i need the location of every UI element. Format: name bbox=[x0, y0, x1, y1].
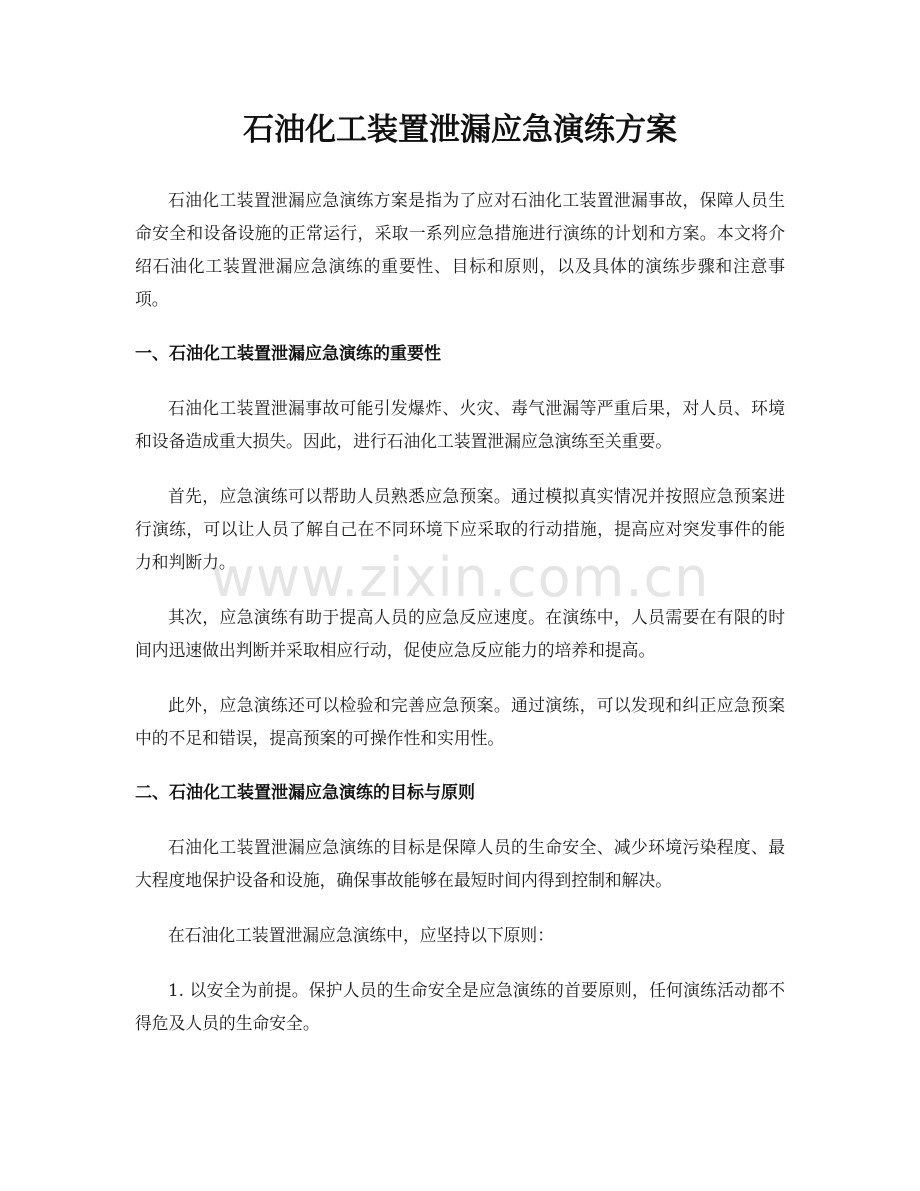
section-2-heading: 二、石油化工装置泄漏应急演练的目标与原则 bbox=[135, 783, 475, 803]
document-body bbox=[135, 184, 785, 1062]
section-1-paragraph-3: 其次，应急演练有助于提高人员的应急反应速度。在演练中，人员需要在有限的时间内迅速做出判断并采取相应行动，促使应急反应能力的培养和提高。 bbox=[135, 607, 785, 660]
intro-paragraph: 石油化工装置泄漏应急演练方案是指为了应对石油化工装置泄漏事故，保障人员生命安全和设备设施的正常运行，采取一系列应急措施进行演练的计划和方案。本文将介绍石油化工装置泄漏应急演练的重要性、目标和原则，以及具体的演练步骤和注意事项。 bbox=[135, 190, 785, 309]
section-2-paragraph-3: 1. 以安全为前提。保护人员的生命安全是应急演练的首要原则，任何演练活动都不得危及人员的生命安全。 bbox=[135, 980, 785, 1033]
document-title: 石油化工装置泄漏应急演练方案 bbox=[243, 112, 677, 148]
section-1-paragraph-1: 石油化工装置泄漏事故可能引发爆炸、火灾、毒气泄漏等严重后果，对人员、环境和设备造成重大损失。因此，进行石油化工装置泄漏应急演练至关重要。 bbox=[135, 398, 785, 451]
section-2-paragraph-2: 在石油化工装置泄漏应急演练中，应坚持以下原则： bbox=[168, 925, 554, 945]
section-1-paragraph-4: 此外，应急演练还可以检验和完善应急预案。通过演练，可以发现和纠正应急预案中的不足和错误，提高预案的可操作性和实用性。 bbox=[135, 695, 785, 748]
section-1-paragraph-2: 首先，应急演练可以帮助人员熟悉应急预案。通过模拟真实情况并按照应急预案进行演练，可以让人员了解自己在不同环境下应采取的行动措施，提高应对突发事件的能力和判断力。 bbox=[135, 486, 785, 572]
section-1-heading: 一、石油化工装置泄漏应急演练的重要性 bbox=[135, 344, 441, 364]
watermark: www.zixin.com.cn bbox=[210, 546, 710, 609]
section-2-paragraph-1: 石油化工装置泄漏应急演练的目标是保障人员的生命安全、减少环境污染程度、最大程度地保护设备和设施，确保事故能够在最短时间内得到控制和解决。 bbox=[135, 837, 785, 890]
